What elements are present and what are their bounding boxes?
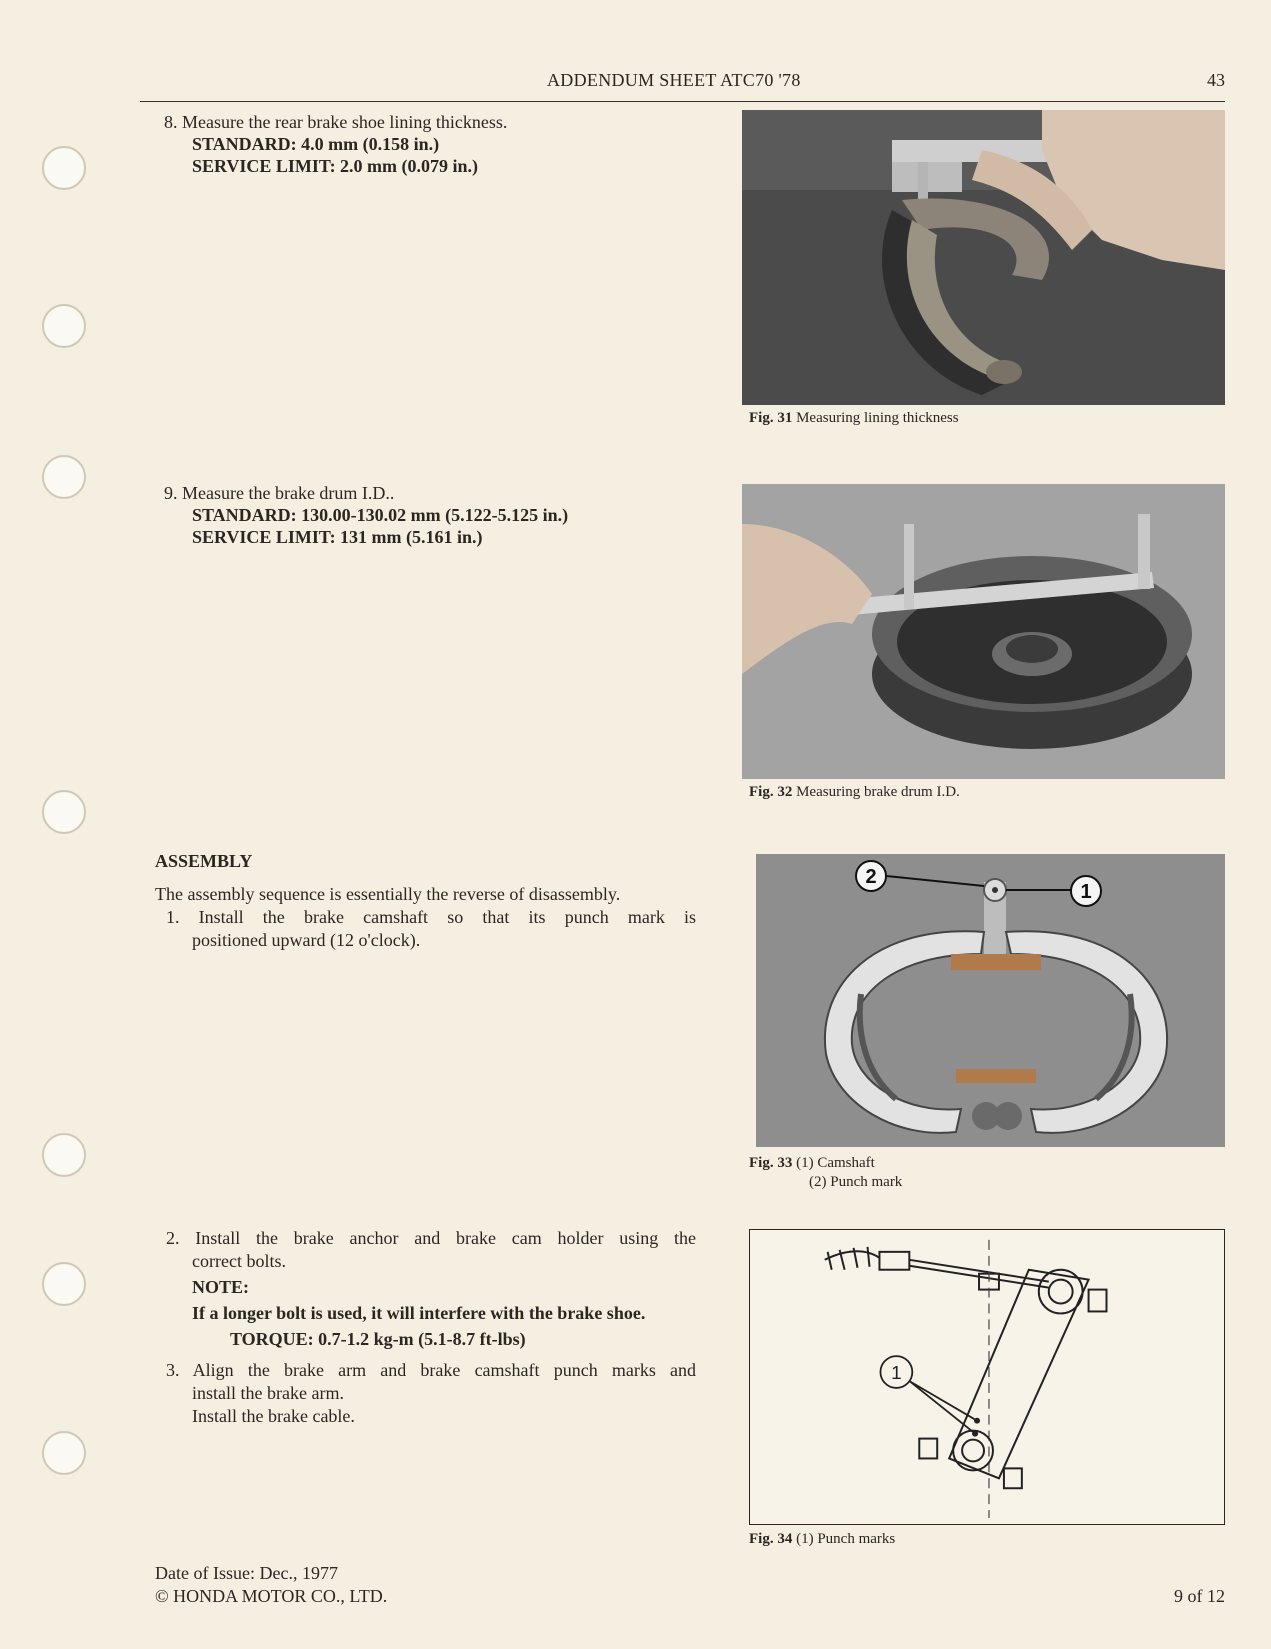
fig-31-text: Measuring lining thickness [796,410,959,426]
copyright: © HONDA MOTOR CO., LTD. [155,1586,388,1606]
fig-34-marker-1: 1 [891,1363,902,1384]
assembly-step-2-line-1: 2. Install the brake anchor and brake cam holder using the [166,1228,696,1248]
fig-33-photo [756,854,1225,1147]
assembly-step-3-line-3: Install the brake cable. [192,1406,355,1426]
assembly-step-2-line-2: correct bolts. [192,1251,286,1271]
sheet-number: 9 of 12 [1174,1586,1225,1606]
step-9-text: 9. Measure the brake drum I.D.. [164,483,395,503]
fig-34-diagram [749,1229,1225,1525]
assembly-step-1-line-2: positioned upward (12 o'clock). [192,930,421,950]
assembly-step-3-line-2: install the brake arm. [192,1383,344,1403]
fig-33-caption [749,1154,902,1192]
fig-33-marker-1: 1 [1080,881,1092,903]
page-header [140,67,1225,102]
torque-spec: TORQUE: 0.7-1.2 kg-m (5.1-8.7 ft-lbs) [230,1329,526,1349]
fig-33-marker-2: 2 [865,866,877,888]
fig-33-caption-2: (2) Punch mark [809,1174,903,1190]
issue-date: Date of Issue: Dec., 1977 [155,1563,338,1583]
fig-31-label: Fig. 31 [749,410,793,426]
binder-hole [42,455,86,499]
binder-hole [42,790,86,834]
binder-hole [42,146,86,190]
step-9 [164,482,568,548]
fig-32-caption [749,783,960,802]
step-8-service-limit: SERVICE LIMIT: 2.0 mm (0.079 in.) [192,156,479,176]
binder-hole [42,304,86,348]
note-label: NOTE: [192,1277,250,1297]
step-8-standard: STANDARD: 4.0 mm (0.158 in.) [192,134,440,154]
step-8 [164,111,507,177]
fig-31-caption [749,409,959,428]
assembly-step-3-line-1: 3. Align the brake arm and brake camshaft punch marks and [166,1360,696,1380]
fig-33-label: Fig. 33 [749,1155,793,1171]
assembly-step-1-line-1: 1. Install the brake camshaft so that its punch mark is [166,907,696,927]
fig-32-photo [742,484,1225,779]
fig-32-label: Fig. 32 [749,784,793,800]
fig-33-caption-1: (1) Camshaft [796,1155,875,1171]
page-number: 43 [1207,70,1225,90]
assembly-heading: ASSEMBLY [155,851,253,871]
header-title: ADDENDUM SHEET ATC70 '78 [547,70,801,90]
assembly-intro: The assembly sequence is essentially the reverse of disassembly. [155,884,621,904]
fig-34-caption [749,1530,895,1549]
fig-34-text: (1) Punch marks [796,1531,896,1547]
step-9-service-limit: SERVICE LIMIT: 131 mm (5.161 in.) [192,527,483,547]
fig-31-photo [742,110,1225,405]
binder-hole [42,1262,86,1306]
step-8-text: 8. Measure the rear brake shoe lining thickness. [164,112,508,132]
note-text: If a longer bolt is used, it will interfere with the brake shoe. [192,1303,646,1323]
binder-hole [42,1133,86,1177]
fig-34-label: Fig. 34 [749,1531,793,1547]
binder-hole [42,1431,86,1475]
fig-32-text: Measuring brake drum I.D. [796,784,960,800]
step-9-standard: STANDARD: 130.00-130.02 mm (5.122-5.125 in.) [192,505,569,525]
